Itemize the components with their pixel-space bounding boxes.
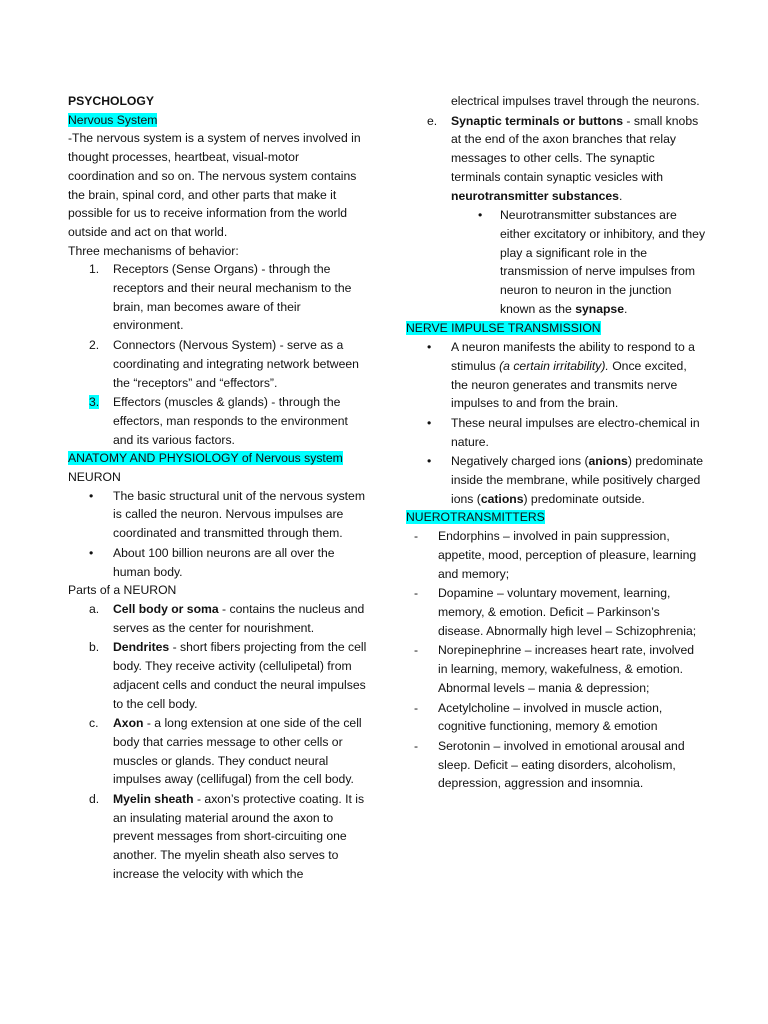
impulse-bullets [406,338,706,508]
neurotransmitter-item: - Acetylcholine – involved in muscle action, cognitive functioning, memory & emotion [414,699,706,736]
mechanism-item: 1. Receptors (Sense Organs) - through the receptors and their neural mechanism to the brain, man becomes aware of their environment. [89,262,352,333]
neuron-part-item: e. Synaptic terminals or buttons - small knobs at the end of the axon branches that relay messages to other cells. The synaptic terminals contain synaptic vesicles with neurotransmitter substances. [427,113,699,203]
dash-marker: - [414,643,419,658]
bullet-icon: • [478,208,483,223]
bullet-icon: • [427,415,432,430]
dash-marker: - [414,700,419,715]
impulse-heading: NERVE IMPULSE TRANSMISSION [406,321,601,336]
neuron-part-item: a. Cell body or soma - contains the nucleus and serves as the center for nourishment. [89,601,365,635]
mechanisms-label: Three mechanisms of behavior: [68,243,239,258]
bullet-icon: • [427,340,432,355]
bullet-item: • The basic structural unit of the nervous system is called the neuron. Nervous impulses are coordinated and transmitted through them. [89,487,368,543]
neuron-bullets [68,487,368,582]
neuron-parts-list [68,600,368,884]
parts-label: Parts of a NEURON [68,583,177,598]
doc-title: PSYCHOLOGY [68,94,155,108]
myelin-continued: electrical impulses travel through the neurons. [451,94,700,108]
neuron-part-item: b. Dendrites - short fibers projecting from the cell body. They receive activity (cellulipetal) from adjacent cells and conduct the neural impulses to the cell body. [89,640,367,711]
bullet-item: • Negatively charged ions (anions) predominate inside the membrane, while positively charged ions (cations) predominate outside. [427,452,706,508]
nervous-system-intro: -The nervous system is a system of nerves involved in thought processes, heartbeat, visual-motor coordination and so on. The nervous system contains the brain, spinal cord, and other parts that make it possible for us to receive information from the world outside and act on that world. [68,131,361,239]
dash-marker: - [414,529,419,544]
dash-marker: - [414,586,419,601]
bullet-item: • These neural impulses are electro-chemical in nature. [427,414,706,451]
neurotransmitter-item: - Endorphins – involved in pain suppression, appetite, mood, perception of pleasure, learning and memory; [414,527,706,583]
sub-bullet-item: • Neurotransmitter substances are either excitatory or inhibitory, and they play a significant role in the transmission of nerve impulses from neuron to neuron in the junction known as the synapse. [406,206,706,318]
bullet-item: • About 100 billion neurons are all over the human body. [89,544,368,581]
neurotransmitter-item: - Serotonin – involved in emotional arousal and sleep. Deficit – eating disorders, alcoholism, depression, aggression and insomnia. [414,737,706,793]
neurotransmitter-item: - Dopamine – voluntary movement, learning, memory, & emotion. Deficit – Parkinson’s disease. Abnormally high level – Schizophrenia; [414,584,706,640]
bullet-icon: • [89,545,94,560]
nervous-system-heading: Nervous System [68,112,158,127]
mechanism-item: 2. Connectors (Nervous System) - serve as a coordinating and integrating network between the “receptors” and “effectors”. [89,338,359,390]
neuron-part-item: c. Axon - a long extension at one side of the cell body that carries message to other cells or muscles or glands. They conduct neural impulses away (cellifugal) from the cell body. [89,716,362,787]
left-column [68,92,368,884]
neuron-label: NEURON [68,470,121,485]
neurotransmitter-item: - Norepinephrine – increases heart rate, involved in learning, memory, wakefulness, & emotion. Abnormal levels – mania & depression; [414,641,706,697]
right-column [406,92,706,793]
bullet-icon: • [89,488,94,503]
anatomy-heading: ANATOMY AND PHYSIOLOGY of Nervous system [68,451,343,466]
mechanism-item: 3. Effectors (muscles & glands) - through the effectors, man responds to the environment and its various factors. [89,395,348,447]
neurotransmitters-heading: NUEROTRANSMITTERS [406,510,545,525]
neurotransmitters-list [406,527,706,793]
bullet-item: • A neuron manifests the ability to respond to a stimulus (a certain irritability). Once excited, the neuron generates and transmits nerve impulses to and from the brain. [427,338,706,413]
mechanisms-list [68,260,368,449]
neuron-part-item: d. Myelin sheath - axon’s protective coating. It is an insulating material around the axon to prevent messages from short-circuiting one another. The myelin sheath also serves to increase the velocity with which the [89,792,365,881]
bullet-icon: • [427,454,432,469]
dash-marker: - [414,738,419,753]
